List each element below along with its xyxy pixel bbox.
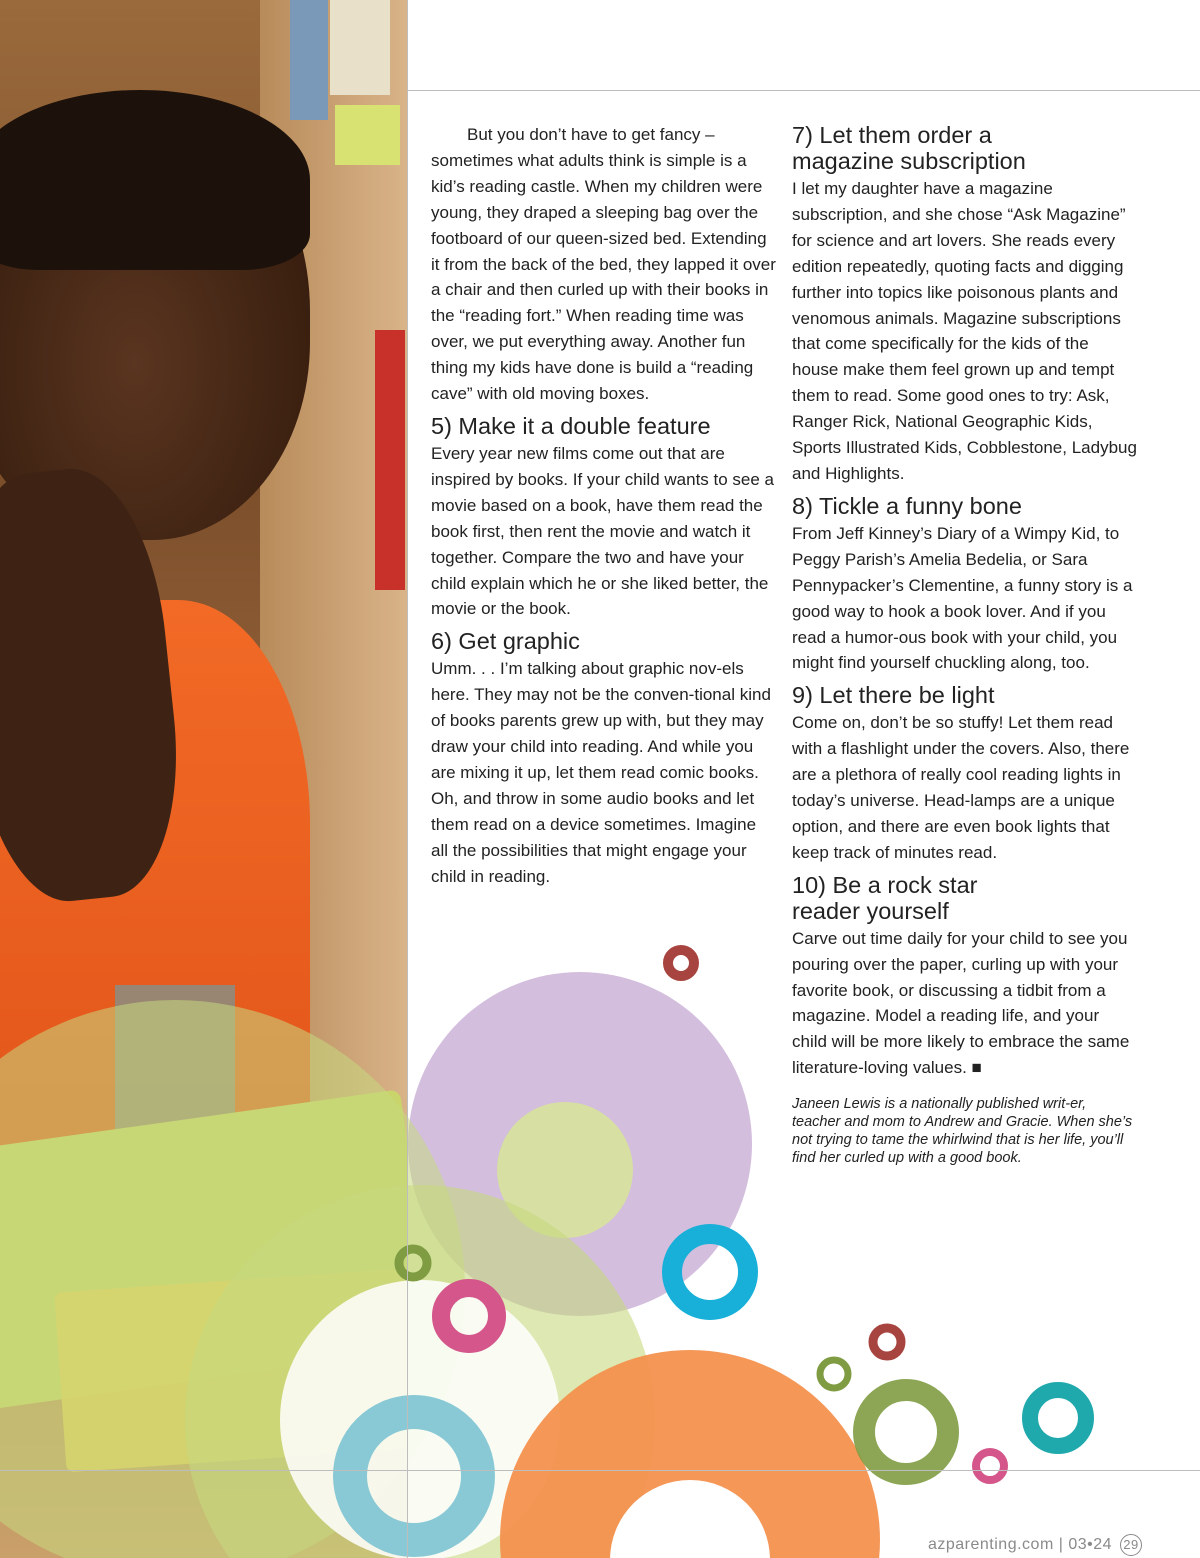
section-body: Carve out time daily for your child to see you pouring over the paper, curling up with your favorite book, or discussing a tidbit from a magazine. Model a reading life, and your child will be more likely to embrace the same literature-loving values. ■	[792, 928, 1130, 1078]
section-body: Umm. . . I’m talking about graphic nov-els here. They may not be the conven-tional kind of books parents grew up with, but they may draw your child into reading. And while you are mixing it up, let them read comic books. Oh, and throw in some audio books and let them read on a device sometimes. Imagine all the possibilities that might engage your child in reading.	[431, 659, 771, 886]
bottom-rule	[0, 1470, 1200, 1471]
purple-circle	[408, 972, 752, 1316]
book-spine	[330, 0, 390, 95]
book-spine	[335, 105, 400, 165]
author-bio: Janeen Lewis is a nationally published writ-er, teacher and mom to Andrew and Gracie. When she’s not trying to tame the whirlwind that is her life, you’ll find her curled up with a good book.	[792, 1096, 1133, 1167]
section-heading: 5) Make it a double feature	[431, 412, 711, 439]
footer-site: azparenting.com	[927, 1536, 1054, 1553]
book-spine	[375, 330, 405, 590]
book-spine	[290, 0, 328, 120]
section-heading: 7) Let them order a magazine subscription	[792, 122, 1026, 174]
section-heading: 9) Let there be light	[792, 682, 995, 709]
cyan-ring	[672, 1234, 748, 1310]
maroon-ring	[668, 950, 694, 976]
olive-ring	[820, 1360, 848, 1388]
teal-ring	[1030, 1390, 1086, 1446]
olive-ring-large	[864, 1390, 948, 1474]
top-rule	[408, 90, 1200, 91]
pink-ring	[976, 1452, 1004, 1480]
orange-circle-hole	[610, 1480, 770, 1558]
section-heading: 10) Be a rock star reader yourself	[792, 871, 978, 924]
page-footer	[928, 1534, 1142, 1556]
section-body: I let my daughter have a magazine subscription, and she chose “Ask Magazine” for science and art lovers. She reads every edition repeatedly, quoting facts and digging further into topics like poisonous plants and venomous animals. Magazine subscriptions that come specifically for the kids of the house make them feel grown up and tempt them to read. Some good ones to try: Ask, Ranger Rick, National Geographic Kids, Sports Illustrated Kids, Cobblestone, Ladybug and Highlights.	[792, 179, 1137, 483]
orange-circle	[500, 1350, 880, 1558]
intro-paragraph: But you don’t have to get fancy – sometimes what adults think is simple is a kid’s reading castle. When my children were young, they draped a sleeping bag over the footboard of our queen-sized bed. Extending it from the back of the bed, they lapped it over a chair and then curled up with their books in the “reading fort.” When reading time was over, we put everything away. Another fun thing my kids have done is build a “reading cave” with old moving boxes.	[431, 125, 776, 404]
footer-issue: 03•24	[1068, 1536, 1113, 1553]
pink-ring	[441, 1288, 497, 1344]
section-body: From Jeff Kinney’s Diary of a Wimpy Kid, to Peggy Parish’s Amelia Bedelia, or Sara Pennypacker’s Clementine, a funny story is a good way to hook a book lover. And if you read a humor-ous book with your child, you might find yourself chuckling along, too.	[792, 523, 1133, 673]
page-number: 29	[1120, 1534, 1142, 1556]
green-inner-circle	[497, 1102, 633, 1238]
footer-separator: |	[1058, 1536, 1064, 1553]
book-pages	[54, 1268, 408, 1473]
column-divider	[407, 0, 408, 1558]
maroon-ring	[873, 1328, 901, 1356]
article-column-right	[792, 122, 1137, 1167]
section-body: Come on, don’t be so stuffy! Let them read with a flashlight under the covers. Also, there are a plethora of really cool reading lights in today’s universe. Head-lamps are a unique option, and there are even book lights that keep track of minutes read.	[792, 713, 1130, 862]
article-photo-child-reading	[0, 0, 408, 1558]
section-body: Every year new films come out that are inspired by books. If your child wants to see a movie based on a book, have them read the book first, then rent the movie and watch it together. Compare the two and have your child explain which he or she liked better, the movie or the book.	[431, 443, 775, 619]
section-heading: 6) Get graphic	[431, 628, 580, 655]
article-column-left	[431, 122, 776, 889]
section-heading: 8) Tickle a funny bone	[792, 492, 1022, 519]
